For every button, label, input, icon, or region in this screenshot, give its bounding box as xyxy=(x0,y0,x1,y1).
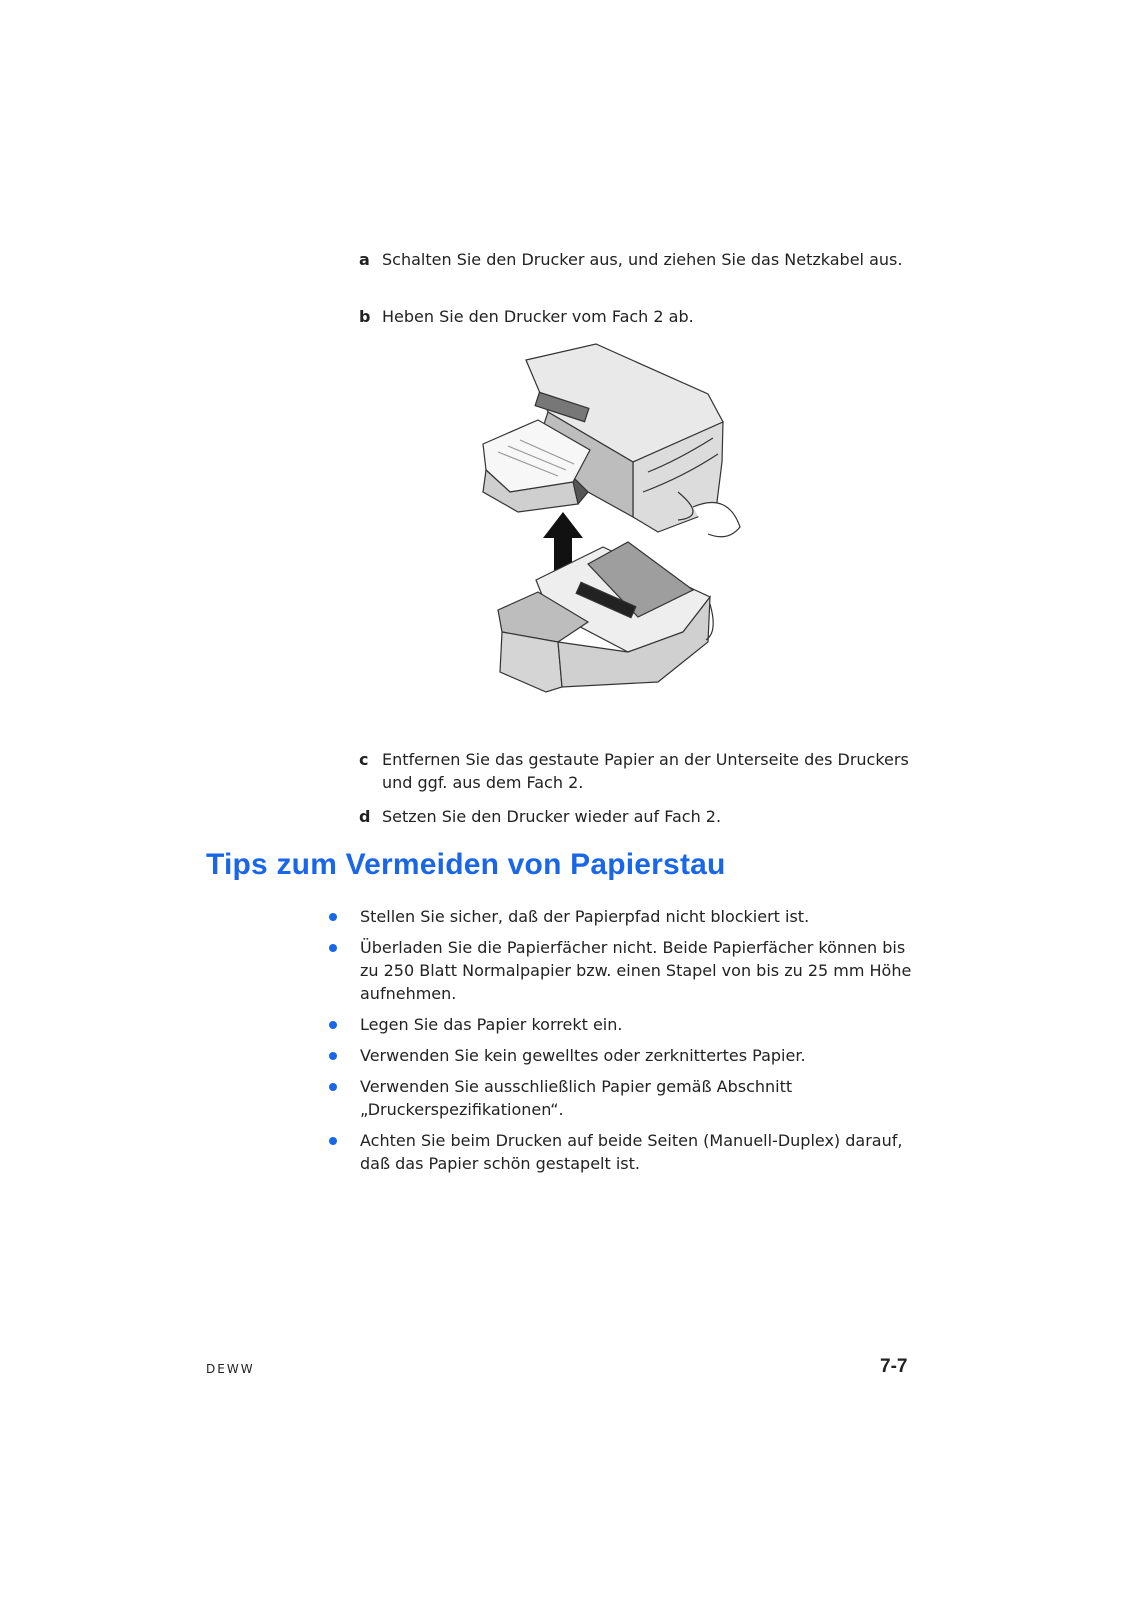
footer-label: DEWW xyxy=(206,1362,255,1376)
bullet-icon xyxy=(329,913,337,921)
tip-text: Stellen Sie sicher, daß der Papierpfad nicht blockiert ist. xyxy=(360,907,810,926)
page-number: 7-7 xyxy=(880,1356,908,1377)
bullet-icon xyxy=(329,1052,337,1060)
list-item xyxy=(325,905,925,928)
step-text: Heben Sie den Drucker vom Fach 2 ab. xyxy=(382,307,694,326)
list-item xyxy=(325,1075,925,1121)
tip-text: Verwenden Sie kein gewelltes oder zerknittertes Papier. xyxy=(360,1046,806,1065)
bullet-icon xyxy=(329,944,337,952)
step-b xyxy=(359,305,919,328)
list-item xyxy=(325,1129,925,1175)
step-text: Setzen Sie den Drucker wieder auf Fach 2. xyxy=(382,807,722,826)
printer-illustration xyxy=(478,342,764,714)
step-a xyxy=(359,248,919,271)
step-d xyxy=(359,805,919,828)
tray-2 xyxy=(498,542,713,692)
step-letter: d xyxy=(359,807,371,826)
bullet-icon xyxy=(329,1083,337,1091)
tip-text: Legen Sie das Papier korrekt ein. xyxy=(360,1015,623,1034)
step-letter: b xyxy=(359,307,371,326)
step-text: Entfernen Sie das gestaute Papier an der Unterseite des Druckers und ggf. aus dem Fach 2. xyxy=(382,750,909,792)
tip-text: Verwenden Sie ausschließlich Papier gemäß Abschnitt „Druckerspezifikationen“. xyxy=(360,1077,793,1119)
printer-body xyxy=(483,344,740,537)
step-letter: a xyxy=(359,250,370,269)
bullet-icon xyxy=(329,1137,337,1145)
step-c xyxy=(359,748,919,794)
tip-text: Achten Sie beim Drucken auf beide Seiten (Manuell-Duplex) darauf, daß das Papier schön gestapelt ist. xyxy=(360,1131,903,1173)
section-heading: Tips zum Vermeiden von Papierstau xyxy=(206,848,726,881)
tip-text: Überladen Sie die Papierfächer nicht. Beide Papierfächer können bis zu 250 Blatt Normalpapier bzw. einen Stapel von bis zu 25 mm Höhe aufnehmen. xyxy=(360,938,912,1003)
step-letter: c xyxy=(359,750,369,769)
bullet-icon xyxy=(329,1021,337,1029)
tips-list xyxy=(325,905,925,1183)
list-item xyxy=(325,1044,925,1067)
list-item xyxy=(325,936,925,1005)
list-item xyxy=(325,1013,925,1036)
step-text: Schalten Sie den Drucker aus, und ziehen Sie das Netzkabel aus. xyxy=(382,250,903,269)
